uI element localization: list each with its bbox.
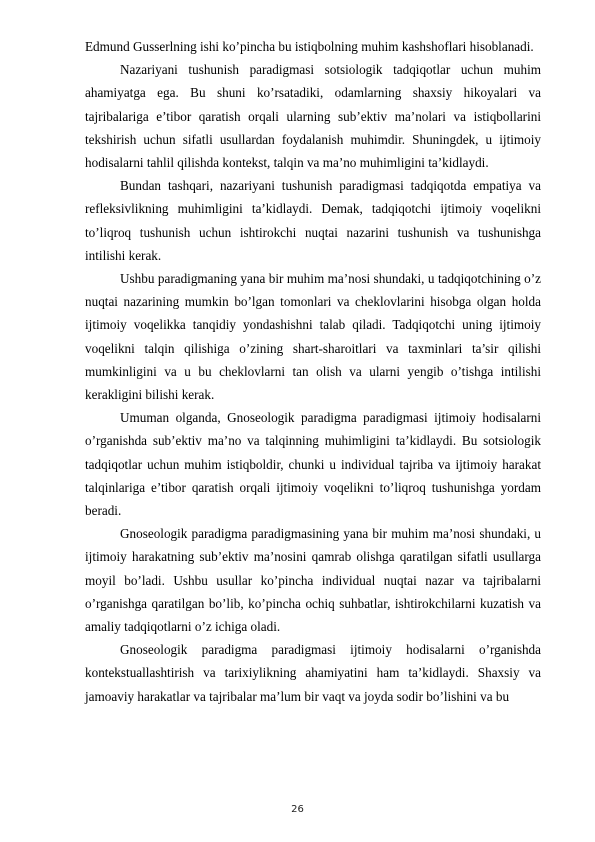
- paragraph-continuation: Edmund Gusserlning ishi ko’pincha bu istiqbolning muhim kashshoflari hisoblanadi.: [85, 39, 534, 54]
- paragraph: Bundan tashqari, nazariyani tushunish paradigmasi tadqiqotda empatiya va refleksivlikning muhimligini ta’kidlaydi. Demak, tadqiqotchi ijtimoiy voqelikni to’liqroq tushunish uchun ishtirokchi nuqtai nazarini tushunish va tushunishga intilishi kerak.: [85, 178, 541, 263]
- paragraph: Nazariyani tushunish paradigmasi sotsiologik tadqiqotlar uchun muhim ahamiyatga ega. Bu shuni ko’rsatadiki, odamlarning shaxsiy hikoyalari va tajribalariga e’tibor qaratish orqali ularning sub’ektiv ma’nolari va istiqbollarini tekshirish uchun sifatli usullardan foydalanish muhimdir. Shuningdek, u ijtimoiy hodisalarni tahlil qilishda kontekst, talqin va ma’no muhimligini ta’kidlaydi.: [85, 62, 541, 171]
- paragraph: Umuman olganda, Gnoseologik paradigma paradigmasi ijtimoiy hodisalarni o’rganishda sub’ektiv ma’no va talqinning muhimligini ta’kidlaydi. Bu sotsiologik tadqiqotlar uchun muhim istiqboldir, chunki u individual tajriba va ijtimoiy harakat talqinlariga e’tibor qaratish orqali ijtimoiy voqelikni to’liqroq tushunishga yordam beradi.: [85, 410, 541, 519]
- paragraph: Ushbu paradigmaning yana bir muhim ma’nosi shundaki, u tadqiqotchining o’z nuqtai nazarining mumkin bo’lgan tomonlari va cheklovlarini hisobga olgan holda ijtimoiy voqelikka tanqidiy yondashishni talab qiladi. Tadqiqotchi uning ijtimoiy voqelikni talqin qilishiga o’zining shart-sharoitlari va taxminlari ta’sir qilishi mumkinligini va u bu cheklovlarni tan olish va ularni yengib o’tishga intilishi kerakligini bilishi kerak.: [85, 271, 541, 403]
- page-number: 26: [291, 804, 304, 815]
- document-page: [85, 35, 541, 708]
- paragraph: Gnoseologik paradigma paradigmasining yana bir muhim ma’nosi shundaki, u ijtimoiy harakatning sub’ektiv ma’nosini qamrab olishga qaratilgan sifatli usullarga moyil bo’ladi. Ushbu usullar ko’pincha individual nuqtai nazar va tajribalarni o’rganishga qaratilgan bo’lib, ko’pincha ochiq suhbatlar, ishtirokchilarni kuzatish va amaliy tadqiqotlarni o’z ichiga oladi.: [85, 526, 541, 635]
- paragraph: Gnoseologik paradigma paradigmasi ijtimoiy hodisalarni o’rganishda kontekstuallashtirish va tarixiylikning ahamiyatini ham ta’kidlaydi. Shaxsiy va jamoaviy harakatlar va tajribalar ma’lum bir vaqt va joyda sodir bo’lishini va bu: [85, 642, 541, 704]
